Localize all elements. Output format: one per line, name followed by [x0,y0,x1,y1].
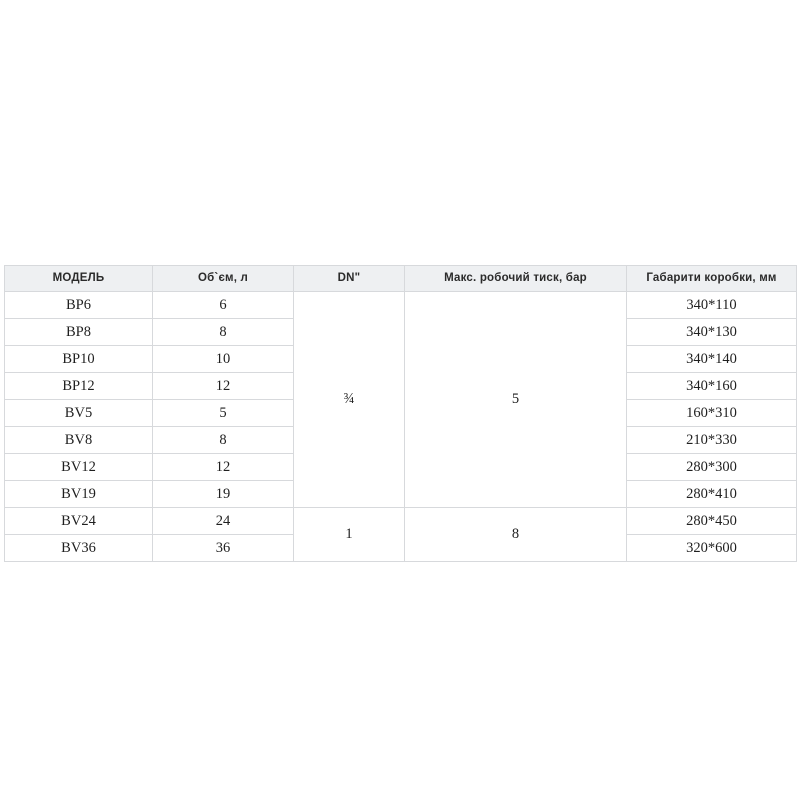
specification-table [4,265,797,562]
cell-volume: 6 [153,292,294,319]
cell-volume: 12 [153,454,294,481]
cell-dimensions: 340*110 [627,292,797,319]
cell-volume: 8 [153,319,294,346]
cell-model: BP8 [5,319,153,346]
table-row [5,508,797,535]
cell-model: BV24 [5,508,153,535]
column-header-volume: Об`єм, л [153,266,294,292]
cell-dimensions: 340*160 [627,373,797,400]
cell-model: BV12 [5,454,153,481]
cell-dn-group-2: 1 [294,508,405,562]
cell-model: BP12 [5,373,153,400]
cell-dimensions: 320*600 [627,535,797,562]
cell-volume: 5 [153,400,294,427]
cell-pressure-group-2: 8 [405,508,627,562]
cell-dimensions: 160*310 [627,400,797,427]
cell-model: BV5 [5,400,153,427]
cell-dimensions: 280*300 [627,454,797,481]
cell-model: BP6 [5,292,153,319]
table-row [5,292,797,319]
column-header-pressure: Макс. робочий тиск, бар [405,266,627,292]
cell-model: BV19 [5,481,153,508]
cell-dn-group-1: ¾ [294,292,405,508]
cell-dimensions: 280*450 [627,508,797,535]
cell-volume: 8 [153,427,294,454]
cell-dimensions: 210*330 [627,427,797,454]
column-header-dn: DN" [294,266,405,292]
table-header-row [5,266,797,292]
table-body [5,292,797,562]
column-header-model: МОДЕЛЬ [5,266,153,292]
cell-volume: 12 [153,373,294,400]
table-header [5,266,797,292]
cell-model: BV36 [5,535,153,562]
cell-volume: 19 [153,481,294,508]
cell-volume: 10 [153,346,294,373]
cell-model: BP10 [5,346,153,373]
cell-dimensions: 340*130 [627,319,797,346]
cell-volume: 24 [153,508,294,535]
column-header-dimensions: Габарити коробки, мм [627,266,797,292]
cell-dimensions: 280*410 [627,481,797,508]
cell-pressure-group-1: 5 [405,292,627,508]
cell-dimensions: 340*140 [627,346,797,373]
spec-table-container [4,265,796,562]
cell-model: BV8 [5,427,153,454]
cell-volume: 36 [153,535,294,562]
